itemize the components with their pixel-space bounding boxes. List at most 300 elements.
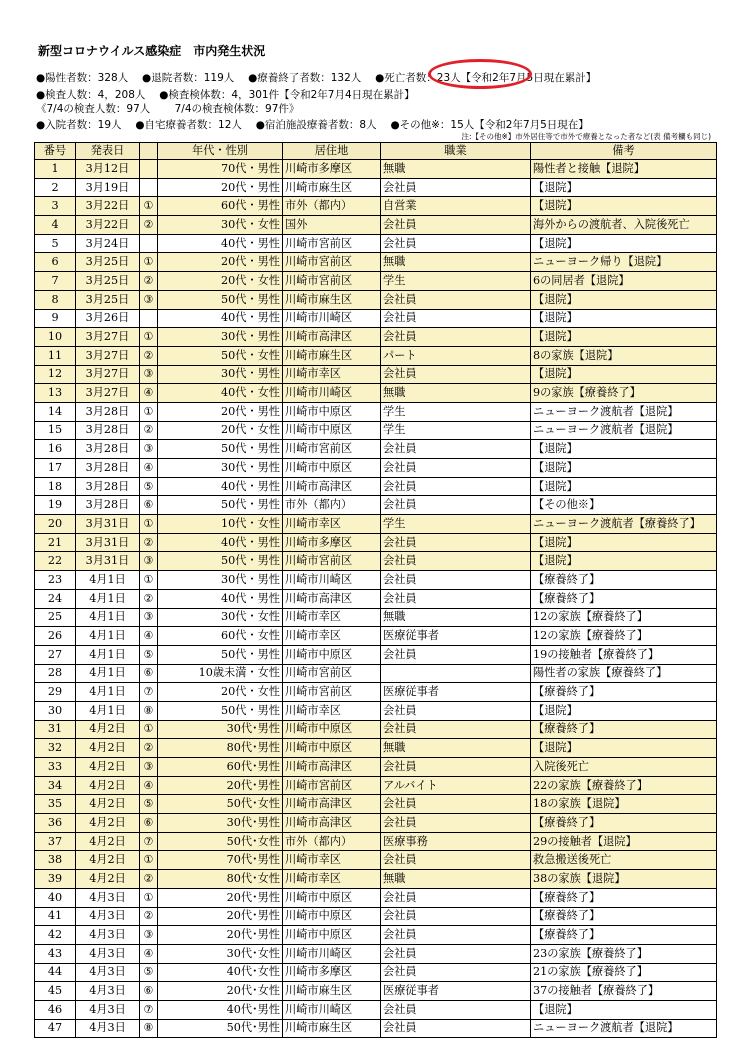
- case-index: ④: [140, 459, 158, 478]
- announce-date: 3月28日: [76, 496, 140, 515]
- age-sex: 20代・女性: [158, 421, 283, 440]
- summary-line-2: [36, 87, 415, 102]
- table-row: [35, 328, 717, 347]
- announce-date: 3月27日: [76, 346, 140, 365]
- occupation: 会社員: [381, 328, 531, 347]
- announce-date: 4月3日: [76, 982, 140, 1001]
- table-row: [35, 496, 717, 515]
- announce-date: 4月1日: [76, 683, 140, 702]
- discharged-count: ●退院者数：119人: [142, 72, 235, 84]
- case-number: 16: [35, 440, 76, 459]
- header-remarks: 備考: [531, 143, 717, 160]
- residence: 川崎市中原区: [283, 720, 381, 739]
- announce-date: 3月22日: [76, 216, 140, 235]
- occupation: 会社員: [381, 888, 531, 907]
- age-sex: 40代・男性: [158, 309, 283, 328]
- remarks: 【療養終了】: [531, 571, 717, 590]
- remarks: 38の家族【退院】: [531, 870, 717, 889]
- announce-date: 4月2日: [76, 795, 140, 814]
- case-number: 38: [35, 851, 76, 870]
- age-sex: 40代・男性: [158, 533, 283, 552]
- residence: 川崎市川崎区: [283, 309, 381, 328]
- age-sex: 60代・女性: [158, 627, 283, 646]
- age-sex: 40代・男性: [158, 589, 283, 608]
- case-index: ②: [140, 533, 158, 552]
- occupation: パート: [381, 346, 531, 365]
- occupation: 会社員: [381, 178, 531, 197]
- age-sex: 40代･女性: [158, 963, 283, 982]
- case-index: ①: [140, 515, 158, 534]
- table-row: [35, 571, 717, 590]
- case-index: ⑥: [140, 982, 158, 1001]
- case-number: 19: [35, 496, 76, 515]
- header-index: [140, 143, 158, 160]
- case-index: ⑦: [140, 1000, 158, 1019]
- residence: 川崎市宮前区: [283, 440, 381, 459]
- age-sex: 70代･男性: [158, 851, 283, 870]
- residence: 川崎市中原区: [283, 907, 381, 926]
- case-number: 11: [35, 346, 76, 365]
- case-number: 20: [35, 515, 76, 534]
- residence: 川崎市麻生区: [283, 1019, 381, 1038]
- table-row: [35, 776, 717, 795]
- hotel-care-count: ●宿泊施設療養者数：8人: [255, 119, 377, 131]
- header-number: 番号: [35, 143, 76, 160]
- case-index: ②: [140, 346, 158, 365]
- occupation: 医療従事者: [381, 683, 531, 702]
- remarks: 【退院】: [531, 290, 717, 309]
- remarks: 【療養終了】: [531, 907, 717, 926]
- remarks: 【退院】: [531, 739, 717, 758]
- age-sex: 20代・女性: [158, 683, 283, 702]
- occupation: 会社員: [381, 589, 531, 608]
- highlight-circle: [428, 59, 532, 89]
- table-row: [35, 533, 717, 552]
- age-sex: 10歳未満・女性: [158, 664, 283, 683]
- case-number: 21: [35, 533, 76, 552]
- table-row: [35, 365, 717, 384]
- residence: 川崎市宮前区: [283, 664, 381, 683]
- age-sex: 60代・男性: [158, 197, 283, 216]
- announce-date: 4月1日: [76, 571, 140, 590]
- footnote: 注:【その他※】市外居住等で市外で療養となった者など(表 備考欄も同じ): [461, 132, 711, 141]
- table-row: [35, 720, 717, 739]
- case-index: ①: [140, 197, 158, 216]
- case-number: 47: [35, 1019, 76, 1038]
- remarks: 【退院】: [531, 197, 717, 216]
- sample-count: ●検査検体数：4，301件【令和2年7月4日現在累計】: [159, 89, 415, 101]
- page-title: 新型コロナウイルス感染症 市内発生状況: [38, 44, 266, 58]
- table-row: [35, 515, 717, 534]
- remarks: 救急搬送後死亡: [531, 851, 717, 870]
- residence: 川崎市高津区: [283, 795, 381, 814]
- announce-date: 3月22日: [76, 197, 140, 216]
- table-row: [35, 795, 717, 814]
- case-number: 32: [35, 739, 76, 758]
- residence: 川崎市麻生区: [283, 346, 381, 365]
- case-number: 40: [35, 888, 76, 907]
- announce-date: 4月3日: [76, 888, 140, 907]
- occupation: 会社員: [381, 795, 531, 814]
- table-row: [35, 440, 717, 459]
- table-row: [35, 907, 717, 926]
- case-index: ①: [140, 328, 158, 347]
- residence: 川崎市幸区: [283, 851, 381, 870]
- announce-date: 3月25日: [76, 253, 140, 272]
- occupation: 会社員: [381, 552, 531, 571]
- occupation: 会社員: [381, 851, 531, 870]
- age-sex: 50代・男性: [158, 290, 283, 309]
- occupation: 会社員: [381, 309, 531, 328]
- table-row: [35, 814, 717, 833]
- table-row: [35, 683, 717, 702]
- case-number: 5: [35, 234, 76, 253]
- case-number: 29: [35, 683, 76, 702]
- table-row: [35, 627, 717, 646]
- case-index: ⑤: [140, 645, 158, 664]
- remarks: 【退院】: [531, 440, 717, 459]
- remarks: 【退院】: [531, 701, 717, 720]
- remarks: ニューヨーク渡航者【退院】: [531, 421, 717, 440]
- age-sex: 20代・女性: [158, 272, 283, 291]
- table-row: [35, 944, 717, 963]
- case-index: ②: [140, 739, 158, 758]
- announce-date: 4月3日: [76, 963, 140, 982]
- residence: 川崎市多摩区: [283, 160, 381, 179]
- case-index: [140, 160, 158, 179]
- remarks: ニューヨーク渡航者【療養終了】: [531, 515, 717, 534]
- announce-date: 3月28日: [76, 440, 140, 459]
- announce-date: 4月1日: [76, 664, 140, 683]
- occupation: 会社員: [381, 533, 531, 552]
- age-sex: 20代・男性: [158, 178, 283, 197]
- remarks: 8の家族【退院】: [531, 346, 717, 365]
- residence: 川崎市多摩区: [283, 533, 381, 552]
- remarks: 23の家族【療養終了】: [531, 944, 717, 963]
- announce-date: 4月2日: [76, 739, 140, 758]
- residence: 川崎市宮前区: [283, 253, 381, 272]
- case-index: ⑤: [140, 795, 158, 814]
- residence: 川崎市幸区: [283, 701, 381, 720]
- residence: 市外（都内）: [283, 832, 381, 851]
- table-row: [35, 216, 717, 235]
- age-sex: 60代･男性: [158, 758, 283, 777]
- age-sex: 30代・男性: [158, 365, 283, 384]
- death-count: ●死亡者数：23人【令和2年7月5日現在累計】: [375, 72, 597, 84]
- occupation: 無職: [381, 253, 531, 272]
- table-row: [35, 1019, 717, 1038]
- announce-date: 3月19日: [76, 178, 140, 197]
- announce-date: 4月3日: [76, 907, 140, 926]
- table-row: [35, 421, 717, 440]
- case-number: 35: [35, 795, 76, 814]
- case-index: ②: [140, 216, 158, 235]
- case-number: 36: [35, 814, 76, 833]
- table-row: [35, 197, 717, 216]
- residence: 川崎市高津区: [283, 328, 381, 347]
- remarks: 37の接触者【療養終了】: [531, 982, 717, 1001]
- cases-table: [34, 142, 717, 1038]
- remarks: 19の接触者【療養終了】: [531, 645, 717, 664]
- announce-date: 4月2日: [76, 776, 140, 795]
- remarks: 陽性者の家族【療養終了】: [531, 664, 717, 683]
- case-index: [140, 234, 158, 253]
- other-count: ●その他※：15人【令和2年7月5日現在】: [390, 119, 589, 131]
- residence: 川崎市高津区: [283, 477, 381, 496]
- case-number: 44: [35, 963, 76, 982]
- remarks: 【退院】: [531, 1000, 717, 1019]
- residence: 川崎市宮前区: [283, 776, 381, 795]
- announce-date: 3月28日: [76, 477, 140, 496]
- residence: 川崎市中原区: [283, 402, 381, 421]
- case-index: ⑧: [140, 701, 158, 720]
- case-number: 1: [35, 160, 76, 179]
- case-number: 30: [35, 701, 76, 720]
- case-number: 31: [35, 720, 76, 739]
- occupation: 会社員: [381, 1019, 531, 1038]
- occupation: 医療従事者: [381, 627, 531, 646]
- residence: 川崎市中原区: [283, 888, 381, 907]
- table-row: [35, 477, 717, 496]
- announce-date: 3月27日: [76, 384, 140, 403]
- remarks: 9の家族【療養終了】: [531, 384, 717, 403]
- case-number: 37: [35, 832, 76, 851]
- header-residence: 居住地: [283, 143, 381, 160]
- age-sex: 70代・男性: [158, 160, 283, 179]
- occupation: 無職: [381, 384, 531, 403]
- occupation: 会社員: [381, 290, 531, 309]
- residence: 川崎市宮前区: [283, 683, 381, 702]
- occupation: 会社員: [381, 477, 531, 496]
- tested-count: ●検査人数：4，208人: [36, 89, 146, 101]
- residence: 市外（都内）: [283, 496, 381, 515]
- announce-date: 4月3日: [76, 944, 140, 963]
- occupation: 会社員: [381, 496, 531, 515]
- residence: 川崎市川崎区: [283, 571, 381, 590]
- case-index: ③: [140, 608, 158, 627]
- remarks: 【退院】: [531, 533, 717, 552]
- age-sex: 40代･男性: [158, 1000, 283, 1019]
- case-index: ⑤: [140, 477, 158, 496]
- occupation: 会社員: [381, 216, 531, 235]
- case-index: ③: [140, 365, 158, 384]
- occupation: 会社員: [381, 234, 531, 253]
- case-index: ①: [140, 253, 158, 272]
- occupation: 自営業: [381, 197, 531, 216]
- case-number: 43: [35, 944, 76, 963]
- occupation: 会社員: [381, 571, 531, 590]
- age-sex: 80代･男性: [158, 739, 283, 758]
- case-index: ②: [140, 907, 158, 926]
- case-number: 27: [35, 645, 76, 664]
- announce-date: 4月3日: [76, 926, 140, 945]
- remarks: 29の接触者【退院】: [531, 832, 717, 851]
- announce-date: 4月1日: [76, 627, 140, 646]
- case-number: 10: [35, 328, 76, 347]
- case-index: [140, 178, 158, 197]
- residence: 川崎市宮前区: [283, 272, 381, 291]
- case-number: 41: [35, 907, 76, 926]
- occupation: 医療従事者: [381, 982, 531, 1001]
- table-row: [35, 963, 717, 982]
- age-sex: 50代・男性: [158, 496, 283, 515]
- remarks: 【退院】: [531, 477, 717, 496]
- announce-date: 3月26日: [76, 309, 140, 328]
- case-index: ③: [140, 440, 158, 459]
- table-row: [35, 739, 717, 758]
- table-row: [35, 832, 717, 851]
- announce-date: 3月31日: [76, 552, 140, 571]
- residence: 川崎市宮前区: [283, 234, 381, 253]
- residence: 川崎市幸区: [283, 365, 381, 384]
- table-row: [35, 552, 717, 571]
- occupation: 会社員: [381, 963, 531, 982]
- table-row: [35, 758, 717, 777]
- age-sex: 20代･男性: [158, 776, 283, 795]
- residence: 川崎市麻生区: [283, 982, 381, 1001]
- table-row: [35, 1000, 717, 1019]
- announce-date: 4月2日: [76, 720, 140, 739]
- announce-date: 3月27日: [76, 365, 140, 384]
- case-index: ①: [140, 571, 158, 590]
- occupation: 無職: [381, 608, 531, 627]
- remarks: 【退院】: [531, 178, 717, 197]
- home-care-count: ●自宅療養者数：12人: [135, 119, 242, 131]
- table-row: [35, 402, 717, 421]
- age-sex: 20代･男性: [158, 888, 283, 907]
- age-sex: 30代･女性: [158, 944, 283, 963]
- remarks: 陽性者と接触【退院】: [531, 160, 717, 179]
- case-number: 3: [35, 197, 76, 216]
- table-row: [35, 982, 717, 1001]
- remarks: ニューヨーク渡航者【退院】: [531, 1019, 717, 1038]
- announce-date: 4月3日: [76, 1000, 140, 1019]
- age-sex: 80代･女性: [158, 870, 283, 889]
- occupation: 会社員: [381, 365, 531, 384]
- case-number: 46: [35, 1000, 76, 1019]
- remarks: 【その他※】: [531, 496, 717, 515]
- case-number: 33: [35, 758, 76, 777]
- table-row: [35, 272, 717, 291]
- table-row: [35, 608, 717, 627]
- announce-date: 4月2日: [76, 814, 140, 833]
- age-sex: 40代・男性: [158, 234, 283, 253]
- header-occupation: 職業: [381, 143, 531, 160]
- table-row: [35, 253, 717, 272]
- occupation: 会社員: [381, 440, 531, 459]
- table-row: [35, 384, 717, 403]
- announce-date: 4月2日: [76, 870, 140, 889]
- age-sex: 50代・男性: [158, 552, 283, 571]
- table-row: [35, 645, 717, 664]
- table-row: [35, 851, 717, 870]
- case-index: ④: [140, 944, 158, 963]
- occupation: 医療事務: [381, 832, 531, 851]
- remarks: 入院後死亡: [531, 758, 717, 777]
- age-sex: 30代・男性: [158, 328, 283, 347]
- case-number: 22: [35, 552, 76, 571]
- case-number: 18: [35, 477, 76, 496]
- case-number: 12: [35, 365, 76, 384]
- age-sex: 20代･女性: [158, 982, 283, 1001]
- occupation: [381, 664, 531, 683]
- occupation: 学生: [381, 402, 531, 421]
- occupation: 学生: [381, 515, 531, 534]
- occupation: 会社員: [381, 645, 531, 664]
- residence: 川崎市幸区: [283, 870, 381, 889]
- announce-date: 3月28日: [76, 402, 140, 421]
- age-sex: 20代・男性: [158, 402, 283, 421]
- residence: 川崎市宮前区: [283, 552, 381, 571]
- residence: 川崎市麻生区: [283, 178, 381, 197]
- residence: 国外: [283, 216, 381, 235]
- table-row: [35, 589, 717, 608]
- announce-date: 3月24日: [76, 234, 140, 253]
- header-age-sex: 年代・性別: [158, 143, 283, 160]
- case-index: ③: [140, 926, 158, 945]
- announce-date: 4月1日: [76, 645, 140, 664]
- remarks: 【療養終了】: [531, 683, 717, 702]
- table-row: [35, 234, 717, 253]
- case-index: ③: [140, 758, 158, 777]
- remarks: 【療養終了】: [531, 888, 717, 907]
- case-number: 13: [35, 384, 76, 403]
- remarks: 【療養終了】: [531, 720, 717, 739]
- table-row: [35, 346, 717, 365]
- case-number: 6: [35, 253, 76, 272]
- residence: 川崎市高津区: [283, 758, 381, 777]
- occupation: 会社員: [381, 944, 531, 963]
- table-row: [35, 178, 717, 197]
- announce-date: 3月28日: [76, 459, 140, 478]
- age-sex: 20代･男性: [158, 926, 283, 945]
- table-header-row: [35, 143, 717, 160]
- table-row: [35, 664, 717, 683]
- age-sex: 50代・男性: [158, 645, 283, 664]
- table-row: [35, 459, 717, 478]
- announce-date: 4月1日: [76, 701, 140, 720]
- remarks: 【療養終了】: [531, 814, 717, 833]
- case-index: ⑦: [140, 832, 158, 851]
- announce-date: 4月2日: [76, 758, 140, 777]
- case-index: ②: [140, 421, 158, 440]
- case-number: 14: [35, 402, 76, 421]
- residence: 川崎市川崎区: [283, 384, 381, 403]
- age-sex: 30代･男性: [158, 720, 283, 739]
- announce-date: 4月3日: [76, 1019, 140, 1038]
- residence: 川崎市中原区: [283, 926, 381, 945]
- positive-count: ●陽性者数：328人: [36, 72, 129, 84]
- age-sex: 50代・女性: [158, 346, 283, 365]
- case-index: ⑥: [140, 814, 158, 833]
- remarks: ニューヨーク渡航者【退院】: [531, 402, 717, 421]
- remarks: 【退院】: [531, 328, 717, 347]
- daily-samples: 7/4の検査検体数：97件》: [174, 103, 300, 115]
- table-row: [35, 160, 717, 179]
- remarks: 【療養終了】: [531, 926, 717, 945]
- occupation: 会社員: [381, 459, 531, 478]
- case-index: ④: [140, 776, 158, 795]
- remarks: 【退院】: [531, 459, 717, 478]
- case-number: 28: [35, 664, 76, 683]
- residence: 川崎市麻生区: [283, 290, 381, 309]
- case-number: 34: [35, 776, 76, 795]
- residence: 川崎市川崎区: [283, 944, 381, 963]
- announce-date: 4月1日: [76, 589, 140, 608]
- occupation: 会社員: [381, 814, 531, 833]
- remarks: 【退院】: [531, 309, 717, 328]
- case-number: 17: [35, 459, 76, 478]
